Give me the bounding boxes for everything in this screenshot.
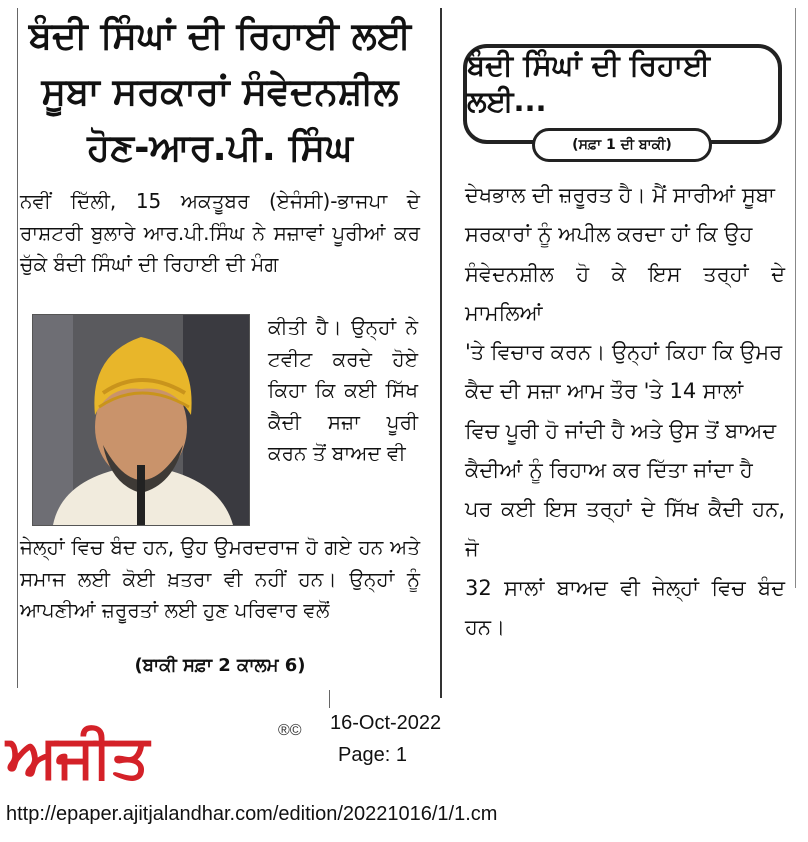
left-narrow-text: ਕੀਤੀ ਹੈ। ਉਨ੍ਹਾਂ ਨੇ ਟਵੀਟ ਕਰਦੇ ਹੋਏ ਕਿਹਾ ਕਿ ਕਈ ਸਿੱਖ ਕੈਦੀ ਸਜ਼ਾ ਪੂਰੀ ਕਰਨ ਤੋਂ ਬਾਅਦ ਵੀ bbox=[268, 315, 418, 465]
right-article-body bbox=[465, 176, 785, 648]
registered-mark: ®© bbox=[278, 722, 302, 739]
left-bottom-text: ਜੇਲ੍ਹਾਂ ਵਿਚ ਬੰਦ ਹਨ, ਉਹ ਉਮਰਦਰਾਜ ਹੋ ਗਏ ਹਨ ਅਤੇ ਸਮਾਜ ਲਈ ਕੋਈ ਖ਼ਤਰਾ ਵੀ ਨਹੀਂ ਹਨ। ਉਨ੍ਹਾਂ ਨੂੰ ਆਪਣੀਆਂ ਜ਼ਰੂਰਤਾਂ ਲਈ ਹੁਣ ਪਰਿਵਾਰ ਵਲੋਂ bbox=[20, 535, 420, 622]
portrait-illustration bbox=[33, 315, 249, 525]
continued-note: (ਬਾਕੀ ਸਫ਼ਾ 2 ਕਾਲਮ 6) bbox=[134, 655, 306, 676]
continued-from-pill: (ਸਫ਼ਾ 1 ਦੀ ਬਾਕੀ) bbox=[532, 128, 712, 162]
left-headline bbox=[20, 8, 420, 176]
bottom-tick bbox=[329, 690, 330, 708]
headline-line-3: ਹੋਣ-ਆਰ.ਪੀ. ਸਿੰਘ bbox=[87, 126, 353, 169]
right-line: 32 ਸਾਲਾਂ ਬਾਅਦ ਵੀ ਜੇਲ੍ਹਾਂ ਵਿਚ ਬੰਦ ਹਨ। bbox=[465, 575, 785, 640]
ajit-logo: ਅਜੀਤ bbox=[6, 722, 148, 792]
right-line: ਕੈਦ ਦੀ ਸਜ਼ਾ ਆਮ ਤੌਰ 'ਤੇ 14 ਸਾਲਾਂ bbox=[465, 379, 744, 404]
right-line: ਕੈਦੀਆਂ ਨੂੰ ਰਿਹਾਅ ਕਰ ਦਿੱਤਾ ਜਾਂਦਾ ਹੈ bbox=[465, 458, 753, 483]
column-divider bbox=[440, 8, 442, 698]
right-edge-rule bbox=[795, 8, 796, 588]
headline-line-1: ਬੰਦੀ ਸਿੰਘਾਂ ਦੀ ਰਿਹਾਈ ਲਈ bbox=[28, 14, 412, 57]
right-line: ਸਰਕਾਰਾਂ ਨੂੰ ਅਪੀਲ ਕਰਦਾ ਹਾਂ ਕਿ ਉਹ bbox=[465, 222, 753, 247]
right-line: ਦੇਖਭਾਲ ਦੀ ਜ਼ਰੂਰਤ ਹੈ। ਮੈਂ ਸਾਰੀਆਂ ਸੂਬਾ bbox=[465, 183, 775, 207]
edition-date: 16-Oct-2022 bbox=[330, 712, 442, 734]
left-intro-text: ਨਵੀਂ ਦਿੱਲੀ, 15 ਅਕਤੂਬਰ (ਏਜੰਸੀ)-ਭਾਜਪਾ ਦੇ ਰਾਸ਼ਟਰੀ ਬੁਲਾਰੇ ਆਰ.ਪੀ.ਸਿੰਘ ਨੇ ਸਜ਼ਾਵਾਂ ਪੂਰੀਆਂ ਕਰ ਚੁੱਕੇ ਬੰਦੀ ਸਿੰਘਾਂ ਦੀ ਰਿਹਾਈ ਦੀ ਮੰਗ bbox=[20, 189, 420, 276]
right-article-title: ਬੰਦੀ ਸਿੰਘਾਂ ਦੀ ਰਿਹਾਈ ਲਈ... bbox=[467, 48, 711, 118]
headline-line-2: ਸੂਬਾ ਸਰਕਾਰਾਂ ਸੰਵੇਦਨਸ਼ੀਲ bbox=[41, 70, 399, 113]
right-line: ਪਰ ਕਈ ਇਸ ਤਰ੍ਹਾਂ ਦੇ ਸਿੱਖ ਕੈਦੀ ਹਨ, ਜੋ bbox=[465, 497, 785, 561]
source-url[interactable]: http://epaper.ajitjalandhar.com/edition/20221016/1/1.cm bbox=[6, 803, 498, 825]
left-edge-rule bbox=[17, 8, 18, 688]
right-line: ਸੰਵੇਦਨਸ਼ੀਲ ਹੋ ਕੇ ਇਸ ਤਰ੍ਹਾਂ ਦੇ ਮਾਮਲਿਆਂ bbox=[465, 261, 785, 325]
portrait-photo bbox=[32, 314, 250, 526]
right-line: 'ਤੇ ਵਿਚਾਰ ਕਰਨ। ਉਨ੍ਹਾਂ ਕਿਹਾ ਕਿ ਉਮਰ bbox=[465, 340, 783, 365]
page-number: Page: 1 bbox=[338, 744, 407, 766]
right-line: ਵਿਚ ਪੂਰੀ ਹੋ ਜਾਂਦੀ ਹੈ ਅਤੇ ਉਸ ਤੋਂ ਬਾਅਦ bbox=[465, 418, 777, 443]
